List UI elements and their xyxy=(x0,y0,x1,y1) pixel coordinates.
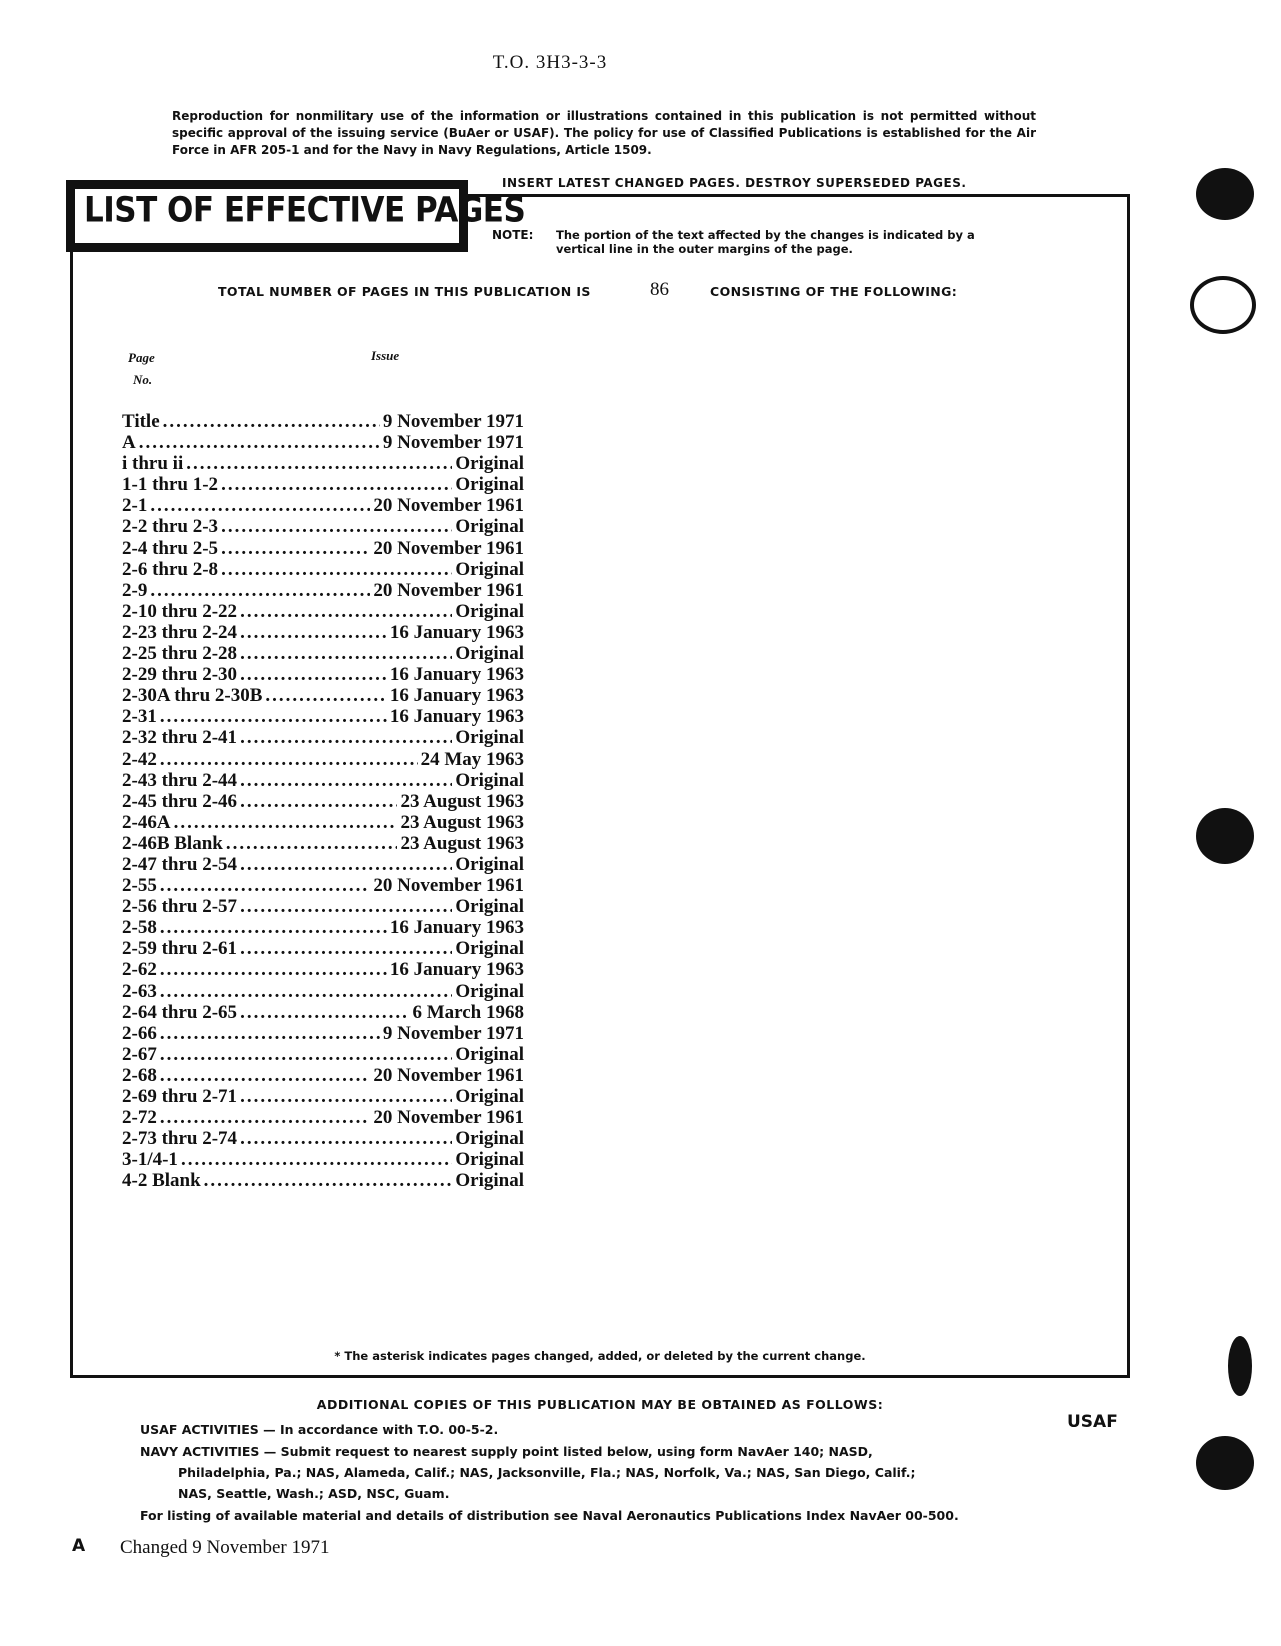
dot-leader xyxy=(240,770,452,792)
issue-date: 16 January 1963 xyxy=(389,685,524,707)
list-item xyxy=(122,643,524,664)
issue-date: 20 November 1961 xyxy=(373,537,524,559)
issue-date: 20 November 1961 xyxy=(373,1107,524,1129)
dot-leader xyxy=(160,1065,371,1087)
page-number: 2-1 xyxy=(122,495,148,517)
list-item xyxy=(122,812,524,833)
page-number: 2-2 thru 2-3 xyxy=(122,516,219,538)
column-header-no: No. xyxy=(133,372,153,387)
list-item xyxy=(122,1107,524,1128)
page-number: 2-56 thru 2-57 xyxy=(122,896,238,918)
page-number: 2-4 thru 2-5 xyxy=(122,537,219,559)
dot-leader xyxy=(160,981,453,1003)
page-number: 2-31 xyxy=(122,706,157,728)
page-number: 2-58 xyxy=(122,917,157,939)
issue-date: Original xyxy=(455,1149,524,1171)
dot-leader xyxy=(240,622,387,644)
issue-date: Original xyxy=(455,853,524,875)
issue-date: Original xyxy=(455,1043,524,1065)
list-item xyxy=(122,1065,524,1086)
list-item xyxy=(122,685,524,706)
dot-leader xyxy=(150,580,370,602)
page-number: 2-23 thru 2-24 xyxy=(122,621,238,643)
binder-hole-2 xyxy=(1190,276,1256,334)
page-number: 2-64 thru 2-65 xyxy=(122,1001,238,1023)
dot-leader xyxy=(221,538,370,560)
page-number: 2-67 xyxy=(122,1043,157,1065)
issue-date: Original xyxy=(455,643,524,665)
list-item xyxy=(122,917,524,938)
page-number: Title xyxy=(122,411,160,432)
page-number: 1-1 thru 1-2 xyxy=(122,474,219,496)
dot-leader xyxy=(240,601,452,623)
issue-date: 9 November 1971 xyxy=(382,411,524,432)
effective-pages-list xyxy=(122,411,524,1191)
dot-leader xyxy=(240,854,452,876)
page-number: 2-45 thru 2-46 xyxy=(122,790,238,812)
additional-copies-heading: ADDITIONAL COPIES OF THIS PUBLICATION MAY BE OBTAINED AS FOLLOWS: xyxy=(316,1397,884,1412)
page-number: 2-42 xyxy=(122,748,157,770)
total-pages-suffix: CONSISTING OF THE FOLLOWING: xyxy=(710,284,958,299)
issue-date: 23 August 1963 xyxy=(400,811,524,833)
page-number: 2-63 xyxy=(122,980,157,1002)
issue-date: Original xyxy=(455,727,524,749)
page-number: 2-29 thru 2-30 xyxy=(122,664,238,686)
changed-date: Changed 9 November 1971 xyxy=(120,1537,330,1558)
issue-date: Original xyxy=(455,896,524,918)
list-item xyxy=(122,875,524,896)
dot-leader xyxy=(163,411,380,433)
dot-leader xyxy=(221,559,452,581)
page-number: 2-10 thru 2-22 xyxy=(122,600,238,622)
issue-date: 20 November 1961 xyxy=(373,1064,524,1086)
list-item xyxy=(122,1023,524,1044)
dot-leader xyxy=(160,1107,371,1129)
page-letter: A xyxy=(72,1536,86,1556)
dot-leader xyxy=(221,474,452,496)
list-item xyxy=(122,516,524,537)
issue-date: Original xyxy=(455,558,524,580)
issue-date: Original xyxy=(455,474,524,496)
issue-date: Original xyxy=(455,600,524,622)
usaf-activities-line xyxy=(140,1419,498,1440)
dot-leader xyxy=(160,706,387,728)
issue-date: Original xyxy=(455,938,524,960)
page-number: 2-47 thru 2-54 xyxy=(122,853,238,875)
list-item xyxy=(122,495,524,516)
list-item xyxy=(122,1002,524,1023)
list-item xyxy=(122,938,524,959)
issue-date: 6 March 1968 xyxy=(412,1001,524,1023)
page-number: 2-62 xyxy=(122,959,157,981)
dot-leader xyxy=(160,917,387,939)
dot-leader xyxy=(240,791,397,813)
binder-hole-1 xyxy=(1196,168,1254,220)
issue-date: Original xyxy=(455,516,524,538)
list-item xyxy=(122,1128,524,1149)
page-number: 2-68 xyxy=(122,1064,157,1086)
issue-date: 20 November 1961 xyxy=(373,495,524,517)
issue-date: 23 August 1963 xyxy=(400,790,524,812)
issue-date: 16 January 1963 xyxy=(389,959,524,981)
issue-date: Original xyxy=(455,980,524,1002)
dot-leader xyxy=(160,875,371,897)
total-pages-value: 86 xyxy=(650,279,669,300)
dot-leader xyxy=(150,495,370,517)
dot-leader xyxy=(226,833,398,855)
list-item xyxy=(122,1044,524,1065)
list-item xyxy=(122,474,524,495)
column-header-page: Page xyxy=(128,350,155,365)
issue-date: Original xyxy=(455,1128,524,1150)
dot-leader xyxy=(139,432,380,454)
issue-date: 16 January 1963 xyxy=(389,706,524,728)
reproduction-notice: Reproduction for nonmilitary use of the information or illustrations contained in this publication is not permitted without specific approval of the issuing service (BuAer or USAF). The policy for use of Classified Publications is established for the Air Force in AFR 205-1 and for the Navy in Navy Regulations, Article 1509. xyxy=(172,109,1036,157)
dot-leader xyxy=(160,749,418,771)
page-number: 2-46A xyxy=(122,811,171,833)
usaf-activities-text: — In accordance with T.O. 00-5-2. xyxy=(263,1422,499,1437)
asterisk-note: * The asterisk indicates pages changed, added, or deleted by the current change. xyxy=(334,1349,866,1363)
list-item xyxy=(122,453,524,474)
page-number: 2-32 thru 2-41 xyxy=(122,727,238,749)
list-item xyxy=(122,432,524,453)
navy-activities-line xyxy=(140,1441,873,1462)
navy-activities-line-2: Philadelphia, Pa.; NAS, Alameda, Calif.; NAS, Jacksonville, Fla.; NAS, Norfolk, Va.; NAS, San Diego, Calif.; xyxy=(178,1465,916,1480)
page-number: i thru ii xyxy=(122,453,184,475)
issue-date: 24 May 1963 xyxy=(420,748,524,770)
dot-leader xyxy=(240,896,452,918)
list-item xyxy=(122,559,524,580)
list-item xyxy=(122,727,524,748)
page-number: 2-55 xyxy=(122,875,157,897)
list-item xyxy=(122,1170,524,1191)
dot-leader xyxy=(240,1002,409,1024)
dot-leader xyxy=(240,664,387,686)
dot-leader xyxy=(240,727,452,749)
list-item xyxy=(122,622,524,643)
list-item xyxy=(122,854,524,875)
issue-date: 16 January 1963 xyxy=(389,621,524,643)
list-item xyxy=(122,833,524,854)
navy-activities-line-3: NAS, Seattle, Wash.; ASD, NSC, Guam. xyxy=(178,1486,450,1501)
issue-date: 20 November 1961 xyxy=(373,875,524,897)
list-item xyxy=(122,749,524,770)
page-number: 2-9 xyxy=(122,579,148,601)
listing-note: For listing of available material and details of distribution see Naval Aeronautics Publications Index NavAer 00-500. xyxy=(140,1508,959,1523)
issue-date: 16 January 1963 xyxy=(389,664,524,686)
usaf-activities-label: USAF ACTIVITIES xyxy=(140,1422,259,1437)
dot-leader xyxy=(186,453,452,475)
list-item xyxy=(122,411,524,432)
page-title: LIST OF EFFECTIVE PAGES xyxy=(84,190,526,231)
list-item xyxy=(122,601,524,622)
insert-instruction: INSERT LATEST CHANGED PAGES. DESTROY SUPERSEDED PAGES. xyxy=(498,176,970,190)
usaf-mark: USAF xyxy=(1067,1412,1118,1432)
issue-date: 9 November 1971 xyxy=(382,432,524,454)
list-item xyxy=(122,1149,524,1170)
page-number: 2-73 thru 2-74 xyxy=(122,1128,238,1150)
list-item xyxy=(122,959,524,980)
list-item xyxy=(122,791,524,812)
dot-leader xyxy=(240,1128,452,1150)
binder-hole-3 xyxy=(1196,808,1254,864)
issue-date: Original xyxy=(455,1170,524,1192)
binder-hole-4 xyxy=(1228,1336,1252,1396)
issue-date: Original xyxy=(455,769,524,791)
column-header-issue: Issue xyxy=(371,348,400,363)
dot-leader xyxy=(240,1086,452,1108)
page-number: 3-1/4-1 xyxy=(122,1149,178,1171)
dot-leader xyxy=(160,1044,453,1066)
page-number: 2-66 xyxy=(122,1022,157,1044)
list-item xyxy=(122,664,524,685)
dot-leader xyxy=(181,1149,452,1171)
page-number: 2-59 thru 2-61 xyxy=(122,938,238,960)
dot-leader xyxy=(204,1170,453,1192)
page-number: 2-30A thru 2-30B xyxy=(122,685,263,707)
page-number: 2-6 thru 2-8 xyxy=(122,558,219,580)
dot-leader xyxy=(160,959,387,981)
dot-leader xyxy=(240,643,452,665)
list-item xyxy=(122,896,524,917)
list-item xyxy=(122,1086,524,1107)
dot-leader xyxy=(221,516,452,538)
issue-date: 23 August 1963 xyxy=(400,832,524,854)
note-text: The portion of the text affected by the changes is indicated by a vertical line in the outer margins of the page. xyxy=(556,228,975,256)
list-item xyxy=(122,770,524,791)
document-number: T.O. 3H3-3-3 xyxy=(492,52,608,73)
navy-activities-text: — Submit request to nearest supply point listed below, using form NavAer 140; NASD, xyxy=(263,1444,873,1459)
page-number: 2-43 thru 2-44 xyxy=(122,769,238,791)
issue-date: Original xyxy=(455,1086,524,1107)
issue-date: Original xyxy=(455,453,524,475)
dot-leader xyxy=(160,1023,380,1045)
note-label: NOTE: xyxy=(492,228,534,242)
page-number: 2-25 thru 2-28 xyxy=(122,643,238,665)
issue-date: 9 November 1971 xyxy=(382,1022,524,1044)
dot-leader xyxy=(265,685,387,707)
page-number: 4-2 Blank xyxy=(122,1170,201,1192)
page-number: 2-46B Blank xyxy=(122,832,223,854)
page-number: A xyxy=(122,432,136,454)
total-pages-prefix: TOTAL NUMBER OF PAGES IN THIS PUBLICATION IS xyxy=(218,284,591,299)
dot-leader xyxy=(174,812,398,834)
navy-activities-label: NAVY ACTIVITIES xyxy=(140,1444,260,1459)
binder-hole-5 xyxy=(1196,1436,1254,1490)
issue-date: 20 November 1961 xyxy=(373,579,524,601)
list-item xyxy=(122,538,524,559)
page-number: 2-72 xyxy=(122,1107,157,1129)
issue-date: 16 January 1963 xyxy=(389,917,524,939)
list-item xyxy=(122,580,524,601)
list-item xyxy=(122,706,524,727)
list-item xyxy=(122,981,524,1002)
dot-leader xyxy=(240,938,452,960)
page-number: 2-69 thru 2-71 xyxy=(122,1086,238,1107)
